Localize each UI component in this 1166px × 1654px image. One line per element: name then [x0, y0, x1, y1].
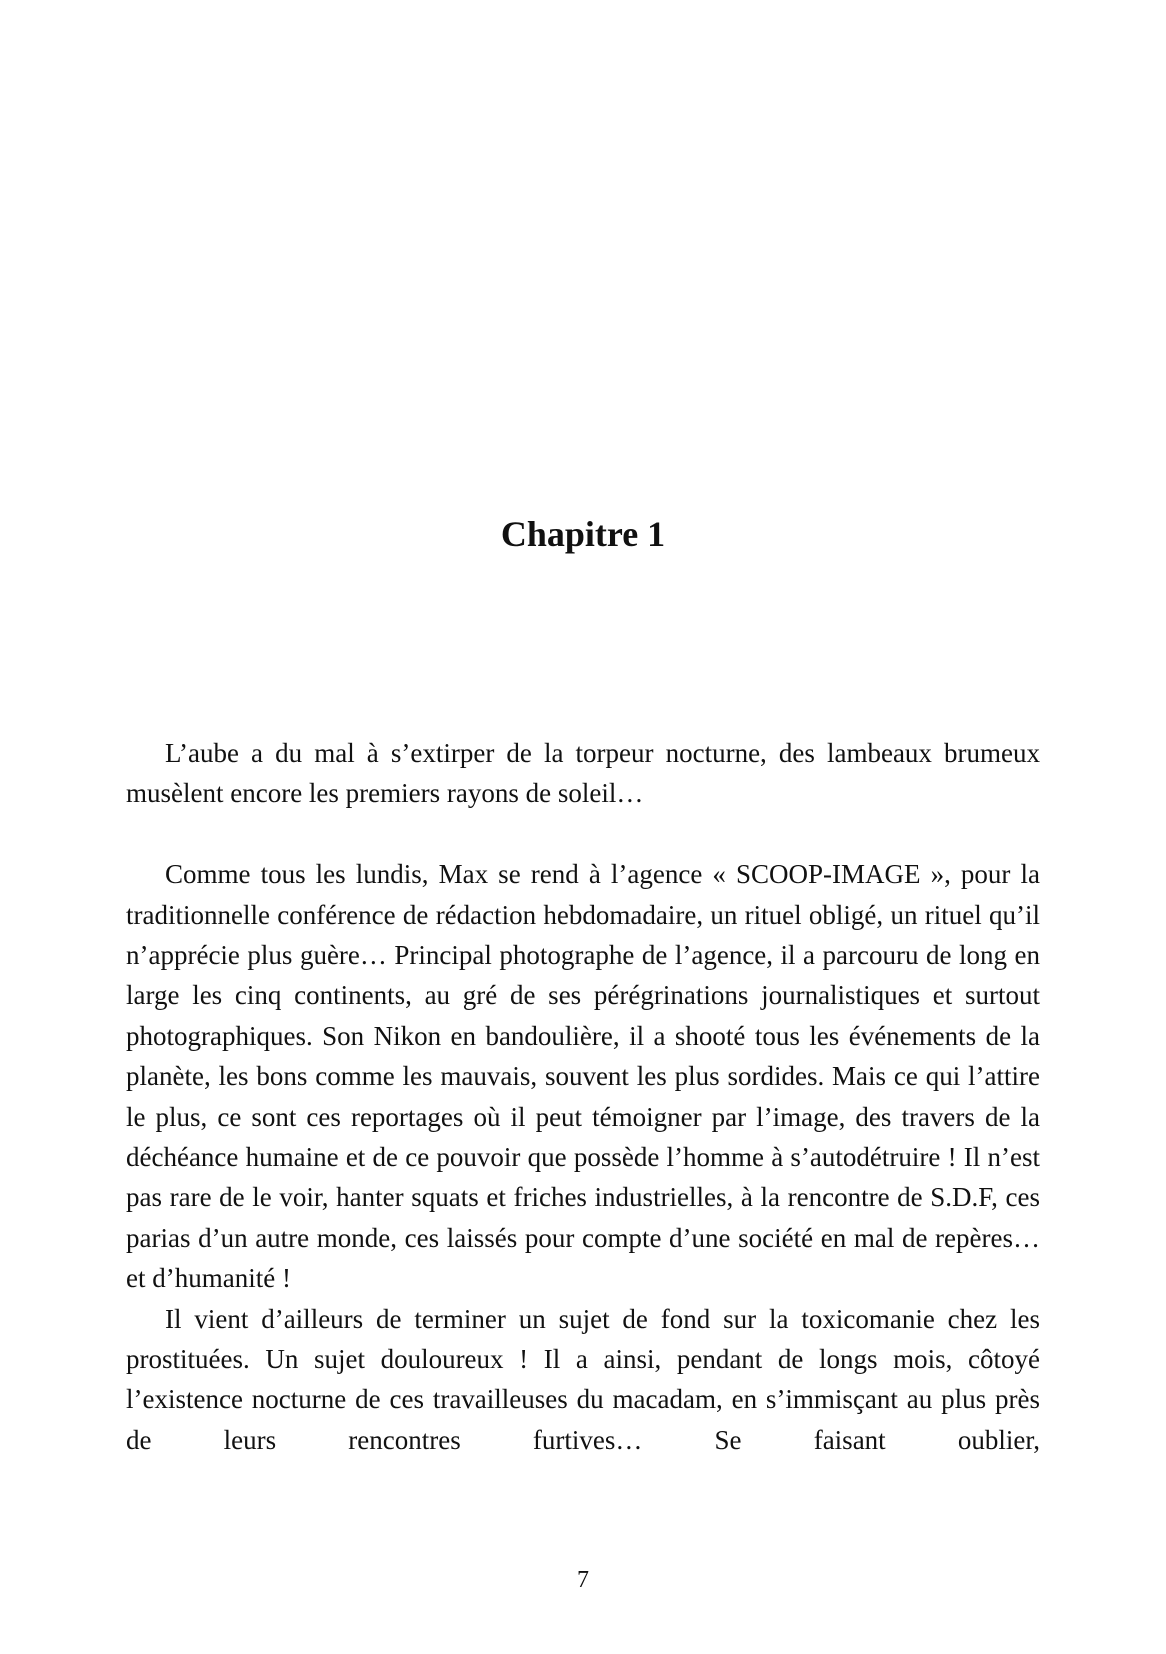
paragraph-2: Comme tous les lundis, Max se rend à l’agence « SCOOP-IMAGE », pour la traditionnelle conférence de rédaction hebdomadaire, un rituel obligé, un rituel qu’il n’apprécie plus guère… Principal photographe de l’agence, il a parcouru de long en large les cinq continents, au gré de ses pérégrinations journalistiques et surtout photographiques. Son Nikon en bandoulière, il a shooté tous les événements de la planète, les bons comme les mauvais, souvent les plus sordides. Mais ce qui l’attire le plus, ce sont ces reportages où il peut témoigner par l’image, des travers de la déchéance humaine et de ce pouvoir que possède l’homme à s’autodétruire ! Il n’est pas rare de le voir, hanter squats et friches industrielles, à la rencontre de S.D.F, ces parias d’un autre monde, ces laissés pour compte d’une société en mal de repères… et d’humanité ! — [126, 859, 1040, 1294]
paragraph-3: Il vient d’ailleurs de terminer un sujet de fond sur la toxicomanie chez les prostituées. Un sujet douloureux ! Il a ainsi, pendant de longs mois, côtoyé l’existence nocturne de ces travailleuses du macadam, en s’immisçant au plus près de leurs rencontres furtives… Se faisant oublier, — [126, 1303, 1040, 1455]
page-number: 7 — [577, 1567, 589, 1593]
chapter-title: Chapitre 1 — [500, 514, 666, 554]
paragraph-1: L’aube a du mal à s’extirper de la torpeur nocturne, des lambeaux brumeux musèlent encore les premiers rayons de soleil… — [126, 738, 1040, 809]
chapter-body — [126, 733, 1040, 1460]
